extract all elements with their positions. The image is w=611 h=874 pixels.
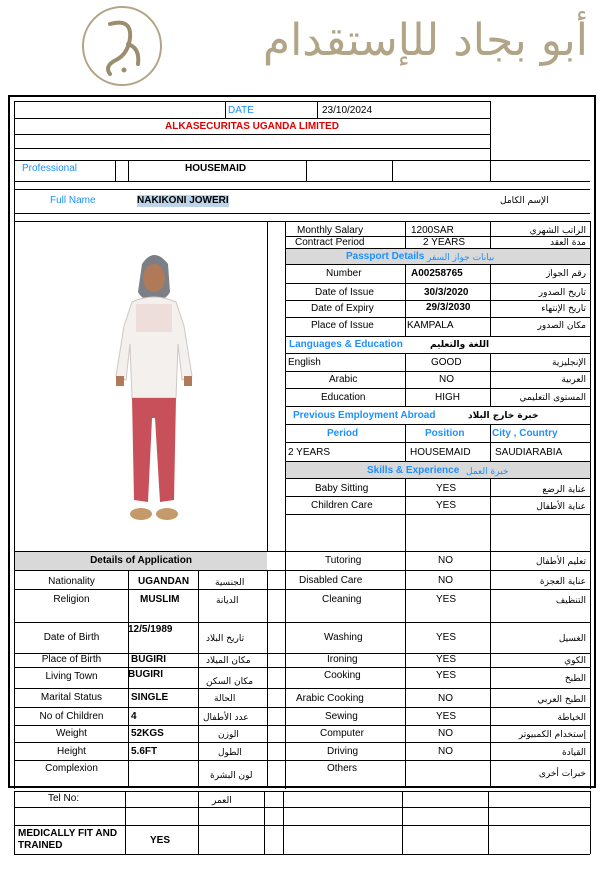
- height-arabic: الطول: [218, 748, 242, 758]
- nationality-value: UGANDAN: [138, 576, 190, 587]
- education-arabic: المستوى التعليمي: [519, 393, 586, 403]
- date-of-issue-label: Date of Issue: [315, 287, 374, 298]
- skill-washing-value: YES: [436, 632, 457, 643]
- passport-number-arabic: رقم الجواز: [545, 269, 586, 279]
- education-value: HIGH: [435, 392, 460, 403]
- skill-cleaning-label: Cleaning: [322, 594, 362, 605]
- education-label: Education: [321, 392, 366, 403]
- skill-tutoring-arabic: تعليم الأطفال: [535, 557, 586, 567]
- skill-sewing-arabic: الخياطة: [557, 713, 586, 723]
- contract-period-value: 2 YEARS: [423, 237, 466, 248]
- languages-title-arabic: اللغة والتعليم: [430, 340, 490, 350]
- english-label: English: [288, 357, 321, 368]
- languages-title: Languages & Education: [289, 339, 403, 350]
- weight-label: Weight: [56, 728, 87, 739]
- skill-baby-sitting-arabic: عناية الرضع: [542, 485, 586, 495]
- professional-value: HOUSEMAID: [185, 163, 247, 174]
- complexion-label: Complexion: [45, 763, 98, 774]
- skills-title: Skills & Experience: [367, 465, 460, 476]
- skill-computer-value: NO: [438, 728, 453, 739]
- medically-fit-label: MEDICALLY FIT AND TRAINED: [18, 828, 118, 851]
- skill-driving-value: NO: [438, 746, 453, 757]
- date-label: DATE: [228, 105, 254, 116]
- full-name-label: Full Name: [50, 195, 96, 206]
- monthly-salary-arabic: الراتب الشهري: [529, 226, 586, 236]
- marital-status-label: Marital Status: [40, 692, 103, 703]
- passport-title: Passport Details: [346, 251, 425, 262]
- passport-title-arabic: بيانات جواز السفر: [427, 253, 495, 263]
- religion-value: MUSLIM: [140, 594, 180, 605]
- religion-arabic: الديانة: [216, 596, 239, 606]
- period-column-header: Period: [327, 428, 359, 439]
- company-name-arabic: أبو بجاد للإستقدام: [262, 15, 588, 66]
- living-town-value: BUGIRI: [128, 669, 163, 680]
- living-town-arabic: مكان السكن: [206, 677, 254, 687]
- children-count-value: 4: [131, 711, 137, 722]
- skill-sewing-label: Sewing: [325, 711, 358, 722]
- date-of-expiry-arabic: تاريخ الإنتهاء: [541, 304, 586, 314]
- living-town-label: Living Town: [45, 671, 98, 682]
- place-of-birth-label: Place of Birth: [41, 654, 102, 665]
- height-value: 5.6FT: [131, 746, 158, 757]
- skill-disabled-care-value: NO: [438, 575, 453, 586]
- date-of-birth-value: 12/5/1989: [128, 624, 173, 635]
- full-name-arabic: الإسم الكامل: [500, 196, 549, 206]
- skill-cooking-arabic: الطبخ: [564, 674, 586, 684]
- date-of-birth-label: Date of Birth: [43, 632, 100, 643]
- skill-driving-arabic: القيادة: [562, 748, 586, 758]
- arabic-value: NO: [439, 374, 454, 385]
- skill-washing-label: Washing: [324, 632, 363, 643]
- skill-arabic-cooking-arabic: الطبخ العربي: [537, 695, 586, 705]
- date-of-expiry-value: 29/3/2030: [426, 302, 471, 313]
- place-of-issue-arabic: مكان الصدور: [537, 321, 586, 331]
- employment-title-arabic: خبرة خارج البلاد: [468, 411, 539, 421]
- contract-period-label: Contract Period: [295, 237, 365, 248]
- skill-driving-label: Driving: [327, 746, 359, 757]
- arabic-arabic: العربية: [561, 375, 586, 385]
- agency-name: ALKASECURITAS UGANDA LIMITED: [165, 121, 339, 132]
- full-name-value: NAKIKONI JOWERI: [137, 195, 229, 206]
- skill-others-arabic: خبرات أخرى: [538, 769, 586, 779]
- children-count-label: No of Children: [39, 711, 104, 722]
- date-of-birth-arabic: تاريخ البلاد: [206, 634, 245, 644]
- skill-arabic-cooking-value: NO: [438, 693, 453, 704]
- place-of-issue-label: Place of Issue: [311, 320, 374, 331]
- date-of-issue-value: 30/3/2020: [424, 287, 469, 298]
- nationality-arabic: الجنسية: [215, 578, 245, 588]
- skill-ironing-value: YES: [436, 654, 457, 665]
- monthly-salary-label: Monthly Salary: [297, 225, 364, 236]
- complexion-arabic: لون البشرة: [210, 771, 253, 781]
- skill-arabic-cooking-label: Arabic Cooking: [296, 693, 364, 704]
- skill-ironing-label: Ironing: [327, 654, 358, 665]
- skill-computer-label: Computer: [320, 728, 364, 739]
- date-of-expiry-label: Date of Expiry: [311, 303, 374, 314]
- country-column-header: City , Country: [492, 428, 558, 439]
- skills-title-arabic: خبرة العمل: [466, 467, 509, 477]
- date-value: 23/10/2024: [322, 105, 373, 116]
- skill-cleaning-arabic: التنظيف: [555, 596, 586, 606]
- height-label: Height: [57, 746, 86, 757]
- tel-arabic: العمر: [212, 796, 232, 806]
- skill-washing-arabic: الغسيل: [558, 634, 586, 644]
- weight-value: 52KGS: [131, 728, 164, 739]
- english-value: GOOD: [431, 357, 462, 368]
- skill-cleaning-value: YES: [436, 594, 457, 605]
- skill-others-label: Others: [327, 763, 358, 774]
- skill-baby-sitting-label: Baby Sitting: [315, 483, 369, 494]
- nationality-label: Nationality: [48, 576, 95, 587]
- skill-cooking-label: Cooking: [324, 670, 361, 681]
- weight-arabic: الوزن: [218, 730, 239, 740]
- medically-fit-value: YES: [150, 835, 171, 846]
- passport-number-label: Number: [326, 268, 362, 279]
- professional-label: Professional: [22, 163, 78, 174]
- skill-sewing-value: YES: [436, 711, 457, 722]
- arabic-label: Arabic: [329, 374, 358, 385]
- employment-country-value: SAUDIARABIA: [495, 447, 563, 458]
- employment-period-value: 2 YEARS: [288, 447, 331, 458]
- marital-status-arabic: الحالة: [214, 694, 236, 704]
- children-count-arabic: عدد الأطفال: [203, 713, 249, 723]
- skill-children-care-label: Children Care: [311, 500, 373, 511]
- skill-children-care-arabic: عناية الأطفال: [536, 502, 586, 512]
- skill-children-care-value: YES: [436, 500, 457, 511]
- monthly-salary-value: 1200SAR: [411, 225, 454, 236]
- skill-disabled-care-label: Disabled Care: [299, 575, 363, 586]
- english-arabic: الإنجليزية: [552, 358, 586, 368]
- place-of-birth-value: BUGIRI: [131, 654, 166, 665]
- applicant-photo: [108, 248, 200, 538]
- passport-number-value: A00258765: [411, 268, 463, 279]
- position-column-header: Position: [425, 428, 465, 439]
- application-title: Details of Application: [90, 555, 192, 566]
- skill-tutoring-value: NO: [438, 555, 453, 566]
- place-of-issue-value: KAMPALA: [407, 320, 454, 331]
- skill-tutoring-label: Tutoring: [325, 555, 362, 566]
- employment-title: Previous Employment Abroad: [293, 410, 436, 421]
- skill-baby-sitting-value: YES: [436, 483, 457, 494]
- date-of-issue-arabic: تاريخ الصدور: [538, 288, 586, 298]
- religion-label: Religion: [53, 594, 90, 605]
- skill-disabled-care-arabic: عناية العجزة: [539, 577, 586, 587]
- skill-ironing-arabic: الكوي: [564, 656, 586, 666]
- skill-computer-arabic: إستخدام الكمبيوتر: [518, 730, 586, 740]
- company-logo: [80, 4, 164, 88]
- marital-status-value: SINGLE: [131, 692, 169, 703]
- skill-cooking-value: YES: [436, 670, 457, 681]
- employment-position-value: HOUSEMAID: [410, 447, 471, 458]
- contract-period-arabic: مدة العقد: [550, 238, 586, 248]
- tel-label: Tel No:: [48, 793, 80, 804]
- place-of-birth-arabic: مكان الميلاد: [206, 656, 251, 666]
